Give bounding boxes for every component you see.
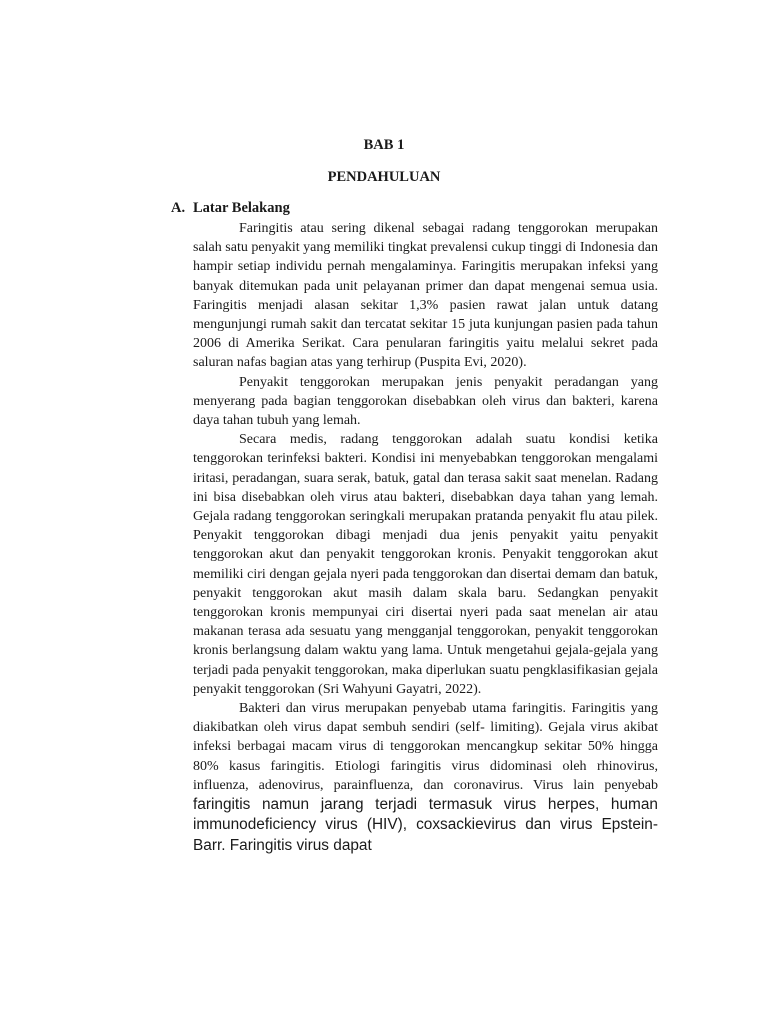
paragraph-2: Penyakit tenggorokan merupakan jenis penyakit peradangan yang menyerang pada bagian tenggorokan disebabkan oleh virus dan bakteri, karena daya tahan tubuh yang lemah. (193, 374, 658, 429)
paragraph-1: Faringitis atau sering dikenal sebagai radang tenggorokan merupakan salah satu penyakit yang memiliki tingkat prevalensi cukup tinggi di Indonesia dan hampir setiap individu pernah mengalaminya. Faringitis merupakan infeksi yang banyak ditemukan pada unit pelayanan primer dan dapat mengenai semua usia. Faringitis menjadi alasan sekitar 1,3% pasien rawat jalan untuk datang mengunjungi rumah sakit dan tercatat sekitar 15 juta kunjungan pasien pada tahun 2006 di Amerika Serikat. Cara penularan faringitis yaitu melalui sekret pada saluran nafas bagian atas yang terhirup (Puspita Evi, 2020). (193, 221, 658, 371)
paragraph-4-serif-text: Bakteri dan virus merupakan penyebab utama faringitis. Faringitis yang diakibatkan oleh virus dapat sembuh sendiri (self- limiting). Gejala virus akibat infeksi berbagai macam virus di tenggorokan mencangkup sekitar 50% hingga 80% kasus faringitis. Etiologi faringitis virus didominasi oleh rhinovirus, influenza, adenovirus, parainfluenza, dan coronavirus. Virus lain penyebab (193, 701, 658, 793)
paragraph-3: Secara medis, radang tenggorokan adalah suatu kondisi ketika tenggorokan terinfeksi bakteri. Kondisi ini menyebabkan tenggorokan mengalami iritasi, peradangan, suara serak, batuk, gatal dan terasa sakit saat menelan. Radang ini bisa disebabkan oleh virus atau bakteri, disebabkan daya tahan yang lemah. Gejala radang tenggorokan seringkali merupakan pratanda penyakit flu atau pilek. Penyakit tenggorokan dibagi menjadi dua jenis penyakit yaitu penyakit tenggorokan akut dan penyakit tenggorokan kronis. Penyakit tenggorokan akut memiliki ciri dengan gejala nyeri pada tenggorokan dan disertai demam dan batuk, penyakit tenggorokan akut masih dalam skala baru. Sedangkan penyakit tenggorokan kronis mempunyai ciri disertai nyeri pada saat menelan air atau makanan terasa ada sesuatu yang mengganjal tenggorokan, penyakit tenggorokan kronis berlangsung dalam waktu yang lama. Untuk mengetahui gejala-gejala yang terjadi pada penyakit tenggorokan, maka diperlukan suatu pengklasifikasian gejala penyakit tenggorokan (Sri Wahyuni Gayatri, 2022). (193, 432, 658, 697)
chapter-number: BAB 1 (363, 137, 405, 153)
section-marker: A. (171, 200, 186, 216)
body-text (193, 219, 658, 856)
section-heading (171, 200, 290, 217)
paragraph-4 (193, 699, 658, 856)
section-heading-text: Latar Belakang (193, 200, 290, 216)
paragraph-4-sans-text: faringitis namun jarang terjadi termasuk virus herpes, human immunodeficiency virus (HIV), coxsackievirus dan virus Epstein-Barr. Faringitis virus dapat (193, 796, 658, 854)
chapter-title: PENDAHULUAN (327, 169, 441, 185)
